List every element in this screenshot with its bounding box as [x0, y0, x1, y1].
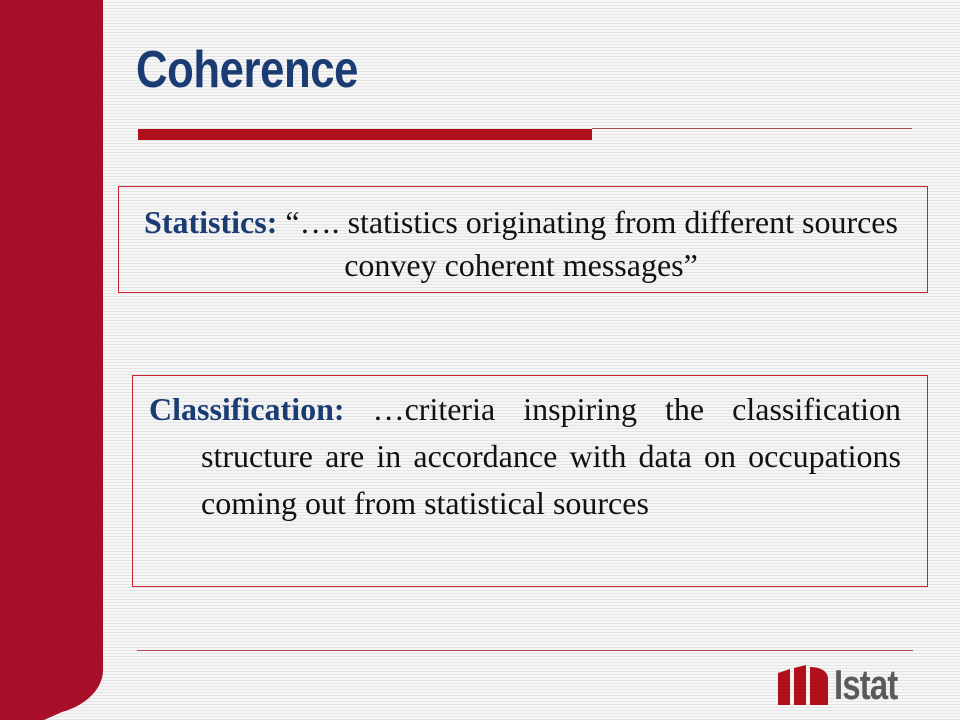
classification-definition	[149, 386, 901, 527]
statistics-definition-box	[118, 186, 928, 293]
footer-rule	[137, 650, 913, 651]
istat-logo	[776, 663, 916, 707]
slide-title: Coherence	[136, 41, 358, 99]
classification-label: Classification:	[149, 391, 345, 427]
title-underline-bar	[138, 129, 592, 140]
left-decorative-band	[0, 0, 104, 720]
classification-text: …criteria inspiring the classification structure are in accordance with data on occupations coming out from statistical sources	[201, 391, 901, 521]
istat-logo-text: Istat	[834, 661, 898, 708]
statistics-text: “…. statistics originating from different sources convey coherent messages”	[277, 204, 898, 283]
statistics-label: Statistics:	[144, 204, 278, 240]
istat-logo-mark	[776, 665, 830, 707]
statistics-definition	[143, 201, 899, 287]
classification-definition-box	[132, 375, 928, 587]
title-underline-rule	[592, 128, 912, 129]
